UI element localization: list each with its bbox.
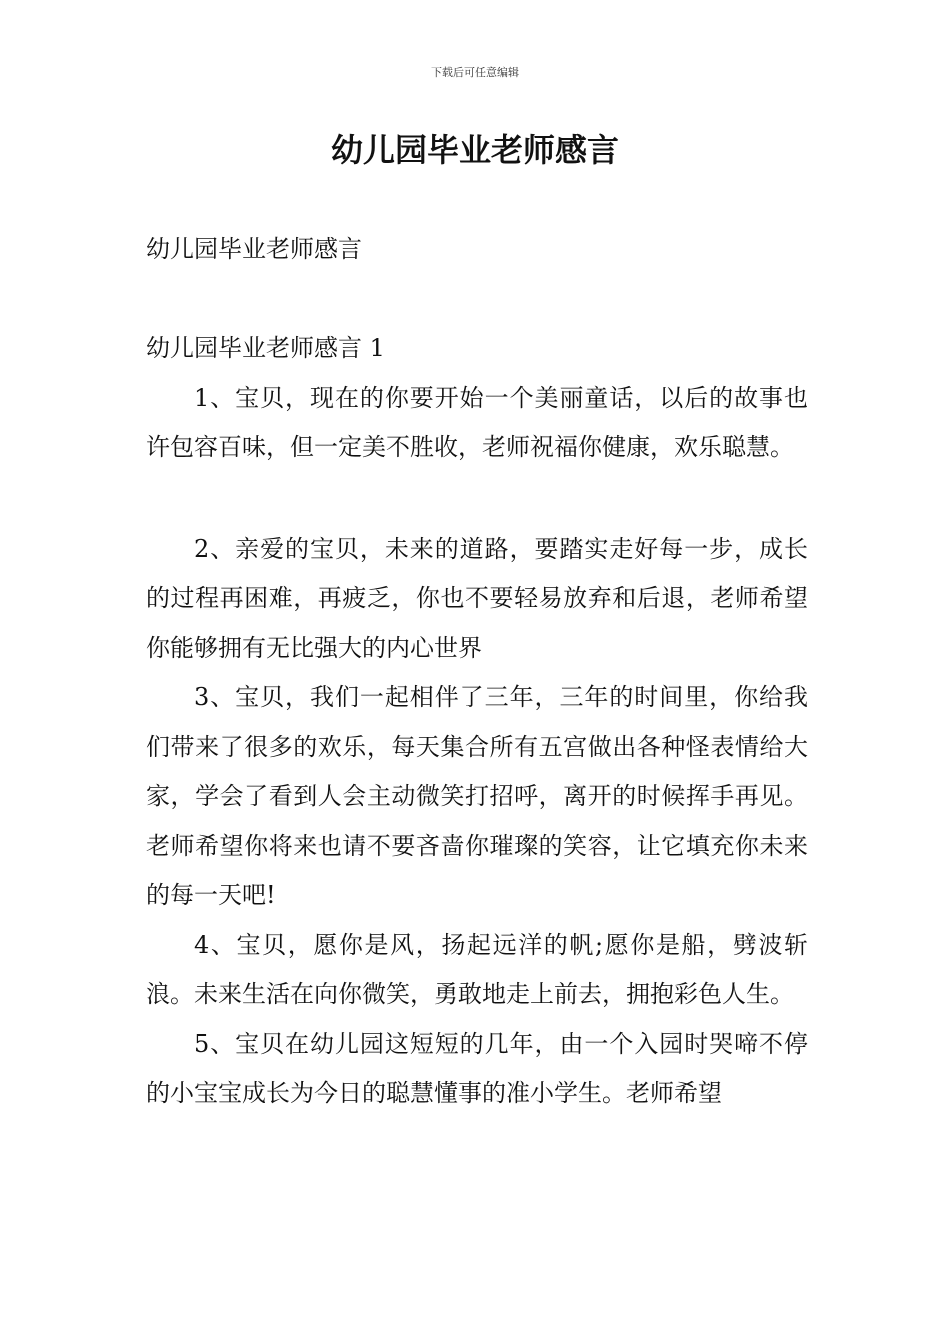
paragraph-3: 3、宝贝，我们一起相伴了三年，三年的时间里，你给我们带来了很多的欢乐，每天集合所有五宫做出各种怪表情给大家，学会了看到人会主动微笑打招呼，离开的时候挥手再见。老师希望你将来也请不要吝啬你璀璨的笑容，让它填充你未来的每一天吧! xyxy=(146,683,808,909)
document-title: 幼儿园毕业老师感言 xyxy=(330,131,619,169)
document-body xyxy=(146,225,808,1119)
header-note: 下载后可任意编辑 xyxy=(431,66,519,79)
paragraph-1: 1、宝贝，现在的你要开始一个美丽童话，以后的故事也许包容百味，但一定美不胜收，老师祝福你健康，欢乐聪慧。 xyxy=(146,383,808,461)
paragraph-2: 2、亲爱的宝贝，未来的道路，要踏实走好每一步，成长的过程再困难，再疲乏，你也不要轻易放弃和后退，老师希望你能够拥有无比强大的内心世界 xyxy=(146,534,808,662)
section-heading: 幼儿园毕业老师感言 1 xyxy=(146,334,385,362)
paragraph-4: 4、宝贝，愿你是风，扬起远洋的帆;愿你是船，劈波斩浪。未来生活在向你微笑，勇敢地走上前去，拥抱彩色人生。 xyxy=(146,930,808,1008)
document-subtitle: 幼儿园毕业老师感言 xyxy=(146,235,362,263)
paragraph-5: 5、宝贝在幼儿园这短短的几年，由一个入园时哭啼不停的小宝宝成长为今日的聪慧懂事的准小学生。老师希望 xyxy=(146,1029,808,1107)
